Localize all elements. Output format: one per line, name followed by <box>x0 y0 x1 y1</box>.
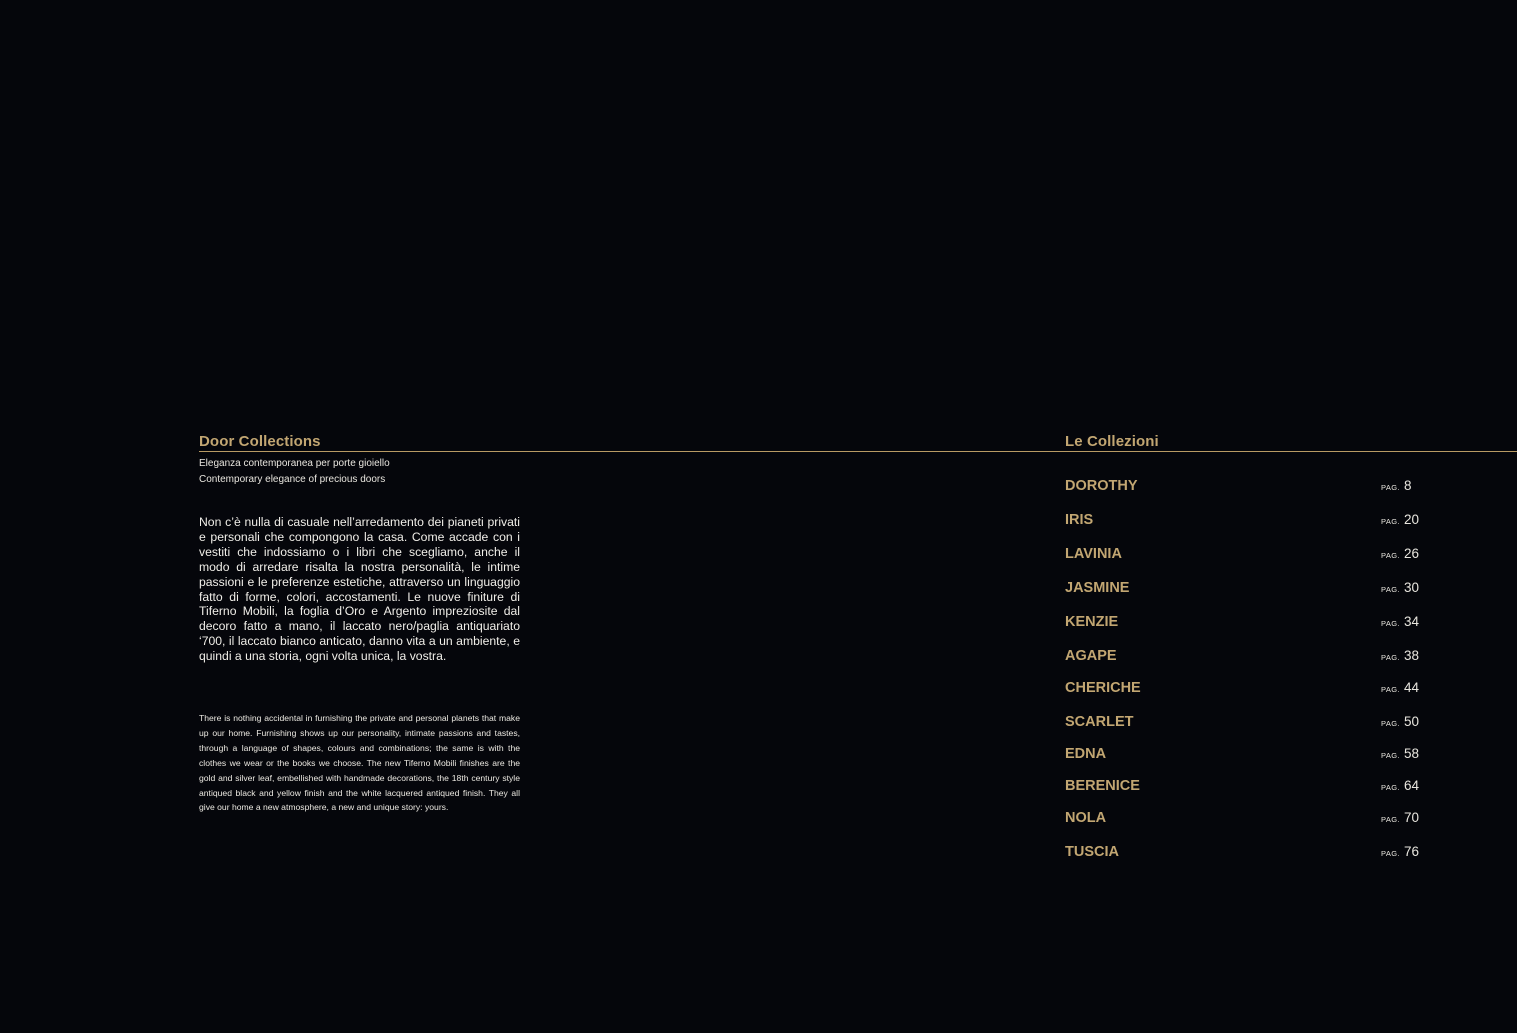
page-number: 8 <box>1403 478 1412 493</box>
page-number: 50 <box>1403 714 1419 729</box>
toc-entry-kenzie[interactable] <box>1065 611 1425 633</box>
collection-name: TUSCIA <box>1065 844 1119 860</box>
page-prefix: PAG. <box>1381 719 1400 728</box>
page-reference <box>1381 775 1419 799</box>
collection-name: BERENICE <box>1065 778 1140 794</box>
toc-entry-tuscia[interactable] <box>1065 841 1425 863</box>
page-reference <box>1381 475 1411 499</box>
toc-entry-agape[interactable] <box>1065 645 1425 667</box>
page-prefix: PAG. <box>1381 849 1400 858</box>
page-reference <box>1381 711 1419 735</box>
collection-name: JASMINE <box>1065 580 1130 596</box>
toc-entry-dorothy[interactable] <box>1065 475 1425 497</box>
collection-name: DOROTHY <box>1065 478 1138 494</box>
toc-entry-lavinia[interactable] <box>1065 543 1425 565</box>
page-number: 58 <box>1403 746 1419 761</box>
toc-entry-chericke[interactable] <box>1065 677 1425 699</box>
section-title-collections: Le Collezioni <box>1065 433 1159 450</box>
page-reference <box>1381 509 1419 533</box>
collection-name: AGAPE <box>1065 648 1117 664</box>
page-reference <box>1381 577 1419 601</box>
page-prefix: PAG. <box>1381 685 1400 694</box>
page-prefix: PAG. <box>1381 483 1400 492</box>
body-text-english: There is nothing accidental in furnishing the private and personal planets that make up our home. Furnishing shows up our personality, intimate passions and tastes, through a language of shapes, colours and combinations; the same is with the clothes we wear or the books we choose. The new Tiferno Mobili finishes are the gold and silver leaf, embellished with handmade decorations, the 18th century style antiqued black and yellow finish and the white lacquered antiqued finish. They all give our home a new atmosphere, a new and unique story: yours. <box>199 713 520 813</box>
page-prefix: PAG. <box>1381 619 1400 628</box>
collection-name: IRIS <box>1065 512 1094 528</box>
page-reference <box>1381 645 1419 669</box>
collection-name: NOLA <box>1065 810 1107 826</box>
body-text-italian: Non c’è nulla di casuale nell’arredamento dei pianeti privati e personali che compongono la casa. Come accade con i vestiti che indossiamo o i libri che scegliamo, anche il modo di arredare risalta la nostra personalità, le intime passioni e le preferenze estetiche, attraverso un linguaggio fatto di forme, colori, accostamenti. Le nuove finiture di Tiferno Mobili, la foglia d’Oro e Argento impreziosite dal decoro fatto a mano, il laccato nero/paglia antiquariato ‘700, il laccato bianco anticato, danno vita a un ambiente, e quindi a una storia, ogni volta unica, la vostra. <box>199 515 520 664</box>
collection-name: LAVINIA <box>1065 546 1122 562</box>
page-number: 76 <box>1403 844 1419 859</box>
section-title-door-collections: Door Collections <box>199 433 321 450</box>
toc-entry-nola[interactable] <box>1065 807 1425 829</box>
page-number: 34 <box>1403 614 1419 629</box>
page-prefix: PAG. <box>1381 815 1400 824</box>
page-prefix: PAG. <box>1381 517 1400 526</box>
collection-name: CHERICHE <box>1065 680 1141 696</box>
page-prefix: PAG. <box>1381 751 1400 760</box>
toc-entry-jasmine[interactable] <box>1065 577 1425 599</box>
page-reference <box>1381 743 1419 767</box>
page-prefix: PAG. <box>1381 551 1400 560</box>
collection-name: SCARLET <box>1065 714 1134 730</box>
page-number: 20 <box>1403 512 1419 527</box>
page-reference <box>1381 543 1419 567</box>
collection-name: KENZIE <box>1065 614 1119 630</box>
page-prefix: PAG. <box>1381 653 1400 662</box>
toc-entry-edna[interactable] <box>1065 743 1425 765</box>
page-number: 44 <box>1403 680 1419 695</box>
page-reference <box>1381 611 1419 635</box>
subtitle-english: Contemporary elegance of precious doors <box>199 474 386 485</box>
page-number: 26 <box>1403 546 1419 561</box>
subtitle-italian: Eleganza contemporanea per porte gioiello <box>199 458 390 469</box>
toc-entry-scarlet[interactable] <box>1065 711 1425 733</box>
page-prefix: PAG. <box>1381 783 1400 792</box>
collection-name: EDNA <box>1065 746 1107 762</box>
page-number: 30 <box>1403 580 1419 595</box>
page-reference <box>1381 677 1419 701</box>
page-number: 64 <box>1403 778 1419 793</box>
header-divider <box>199 451 1517 452</box>
page-number: 38 <box>1403 648 1419 663</box>
toc-entry-berenice[interactable] <box>1065 775 1425 797</box>
page-reference <box>1381 807 1419 831</box>
page-number: 70 <box>1403 810 1419 825</box>
toc-entry-iris[interactable] <box>1065 509 1425 531</box>
page-reference <box>1381 841 1419 865</box>
page-prefix: PAG. <box>1381 585 1400 594</box>
